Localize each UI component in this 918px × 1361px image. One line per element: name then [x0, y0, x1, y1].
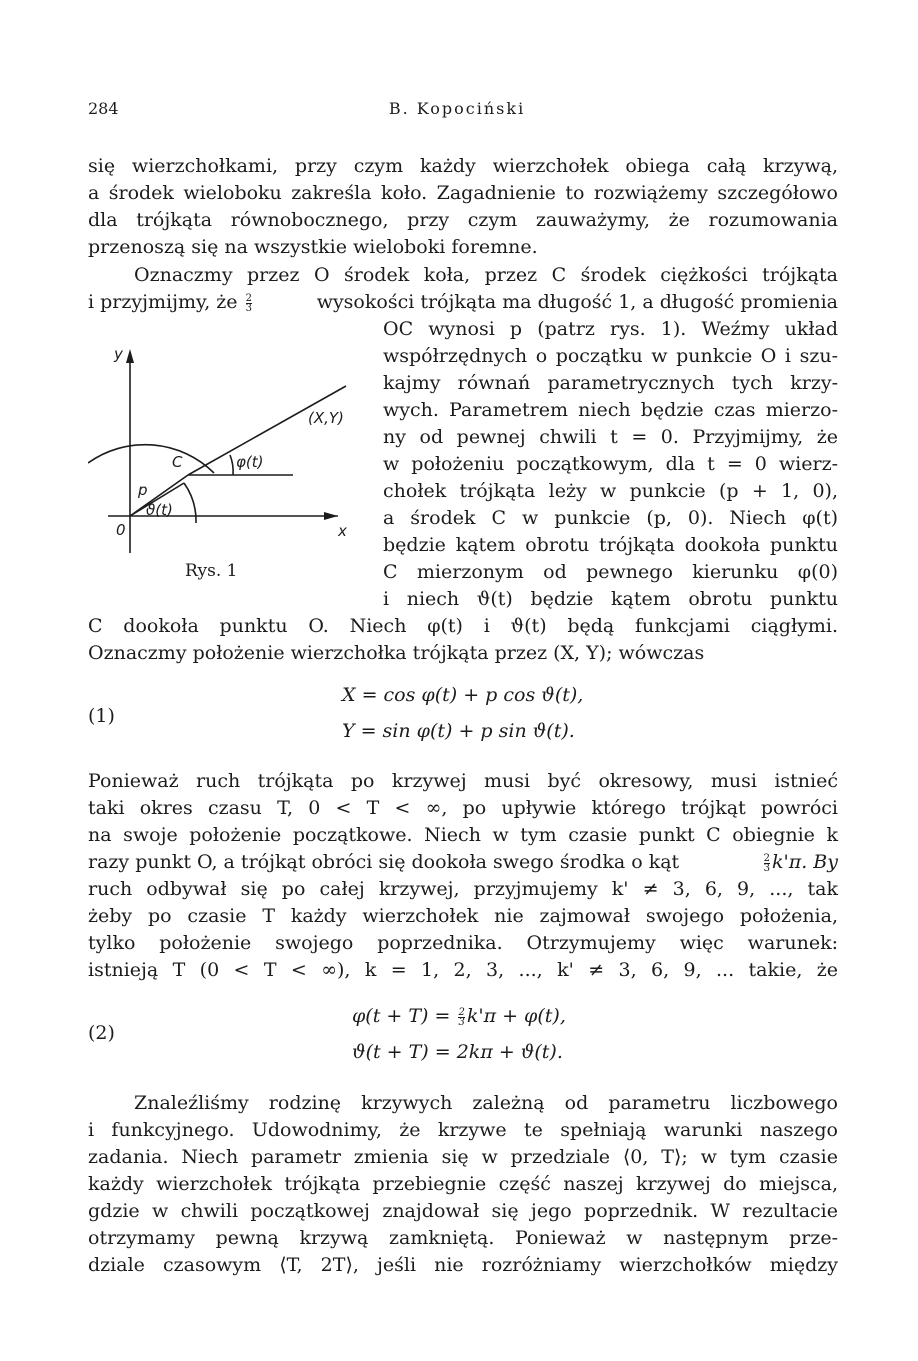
fraction-denominator: 3 — [763, 863, 770, 874]
equation-number: (2) — [88, 1022, 115, 1044]
text-line: się wierzchołkami, przy czym każdy wierzchołek obiega całą krzywą, — [88, 155, 838, 177]
text-line: i niech ϑ(t) będzie kątem obrotu punktu — [383, 588, 838, 610]
text-line: wych. Parametrem niech będzie czas mierzo- — [383, 399, 838, 421]
running-head: B. Kopociński — [388, 99, 526, 118]
equation-line — [352, 1005, 566, 1027]
text-line: C dookoła punktu O. Niech φ(t) i ϑ(t) będą funkcjami ciągłymi. — [88, 615, 838, 637]
equation-fragment: φ(t + T) = — [352, 1005, 451, 1027]
text-line: kajmy równań parametrycznych tych krzy- — [383, 372, 838, 394]
fraction-denominator: 3 — [458, 1017, 465, 1028]
label-theta: ϑ(t) — [146, 501, 173, 519]
text-line: tylko położenie swojego poprzednika. Otrzymujemy więc warunek: — [88, 932, 838, 954]
text-line: każdy wierzchołek trójkąta przebiegnie część naszej krzywej do miejsca, — [88, 1173, 838, 1195]
text-fragment: wysokości trójkąta ma długość 1, a długość promienia — [316, 291, 838, 313]
text-line: C mierzonym od pewnego kierunku φ(0) — [383, 561, 838, 583]
fraction-numerator: 2 — [763, 853, 770, 864]
label-phi: φ(t) — [236, 453, 264, 471]
text-fragment: k'π. By — [772, 851, 838, 873]
figure-rys-1 — [88, 333, 358, 593]
text-line: taki okres czasu T, 0 < T < ∞, po upływie którego trójkąt powróci — [88, 797, 838, 819]
text-line: dziale czasowym ⟨T, 2T⟩, jeśli nie rozróżniamy wierzchołków między — [88, 1254, 838, 1276]
equation-line: X = cos φ(t) + p cos ϑ(t), — [342, 684, 584, 706]
text-line: Znaleźliśmy rodzinę krzywych zależną od parametru liczbowego — [134, 1092, 838, 1114]
label-origin: 0 — [116, 521, 126, 539]
segment-cx — [188, 386, 346, 475]
fraction — [458, 1008, 464, 1027]
text-line: przenoszą się na wszystkie wieloboki foremne. — [88, 236, 538, 258]
label-xy: (X,Y) — [308, 409, 344, 427]
angle-arc-theta — [184, 483, 196, 523]
text-line: Oznaczmy przez O środek koła, przez C środek ciężkości trójkąta — [134, 264, 838, 286]
text-line: Ponieważ ruch trójkąta po krzywej musi być okresowy, musi istnieć — [88, 770, 838, 792]
text-line: ruch odbywał się po całej krzywej, przyjmujemy k' ≠ 3, 6, 9, ..., tak — [88, 878, 838, 900]
fraction-denominator: 3 — [245, 303, 252, 314]
text-line: w położeniu początkowym, dla t = 0 wierz- — [383, 453, 838, 475]
text-line: a środek C w punkcie (p, 0). Niech φ(t) — [383, 507, 838, 529]
text-line: i funkcyjnego. Udowodnimy, że krzywe te spełniają warunki naszego — [88, 1119, 838, 1141]
text-line: gdzie w chwili początkowej znajdował się jego poprzednik. W rezultacie — [88, 1200, 838, 1222]
label-c: C — [172, 453, 183, 471]
text-line — [88, 289, 838, 315]
text-line: dla trójkąta równobocznego, przy czym zauważymy, że rozumowania — [88, 209, 838, 231]
text-line: ny od pewnej chwili t = 0. Przyjmijmy, że — [383, 426, 838, 448]
text-fragment: i przyjmijmy, że — [88, 291, 238, 313]
fraction-numerator: 2 — [458, 1007, 465, 1018]
equation-number: (1) — [88, 705, 115, 727]
label-p: p — [138, 481, 148, 499]
diagram — [88, 333, 358, 593]
equation-line: Y = sin φ(t) + p sin ϑ(t). — [342, 720, 575, 742]
text-line: OC wynosi p (patrz rys. 1). Weźmy układ — [383, 318, 838, 340]
text-line: na swoje położenie początkowe. Niech w tym czasie punkt C obiegnie k — [88, 824, 838, 846]
text-line: współrzędnych o początku w punkcie O i szu- — [383, 345, 838, 367]
text-line: Oznaczmy położenie wierzchołka trójkąta przez (X, Y); wówczas — [88, 642, 705, 664]
circle-arc — [88, 445, 214, 473]
equation-fragment: k'π + φ(t), — [466, 1005, 566, 1027]
text-line: chołek trójkąta leży w punkcie (p + 1, 0), — [383, 480, 838, 502]
text-fragment: razy punkt O, a trójkąt obróci się dookoła swego środka o kąt — [88, 851, 680, 873]
page-number: 284 — [88, 99, 119, 118]
text-line: zadania. Niech parametr zmienia się w przedziale ⟨0, T⟩; w tym czasie — [88, 1146, 838, 1168]
text-line: otrzymamy pewną krzywą zamkniętą. Ponieważ w następnym prze- — [88, 1227, 838, 1249]
page-header — [88, 99, 826, 125]
equation-line: ϑ(t + T) = 2kπ + ϑ(t). — [352, 1041, 563, 1063]
fraction — [246, 294, 252, 313]
label-y: y — [114, 345, 123, 363]
text-line — [88, 849, 838, 875]
text-line: istnieją T (0 < T < ∞), k = 1, 2, 3, ..., k' ≠ 3, 6, 9, ... takie, że — [88, 959, 838, 981]
x-axis-arrow — [324, 512, 338, 520]
text-line: żeby po czasie T każdy wierzchołek nie zajmował swojego położenia, — [88, 905, 838, 927]
text-line: będzie kątem obrotu trójkąta dookoła punktu — [383, 534, 838, 556]
label-x: x — [338, 522, 347, 540]
fraction-numerator: 2 — [245, 293, 252, 304]
y-axis-arrow — [126, 349, 134, 363]
fraction — [764, 854, 770, 873]
figure-caption: Rys. 1 — [185, 561, 238, 581]
angle-arc-phi — [230, 455, 233, 475]
text-line: a środek wieloboku zakreśla koło. Zagadnienie to rozwiążemy szczegółowo — [88, 182, 838, 204]
